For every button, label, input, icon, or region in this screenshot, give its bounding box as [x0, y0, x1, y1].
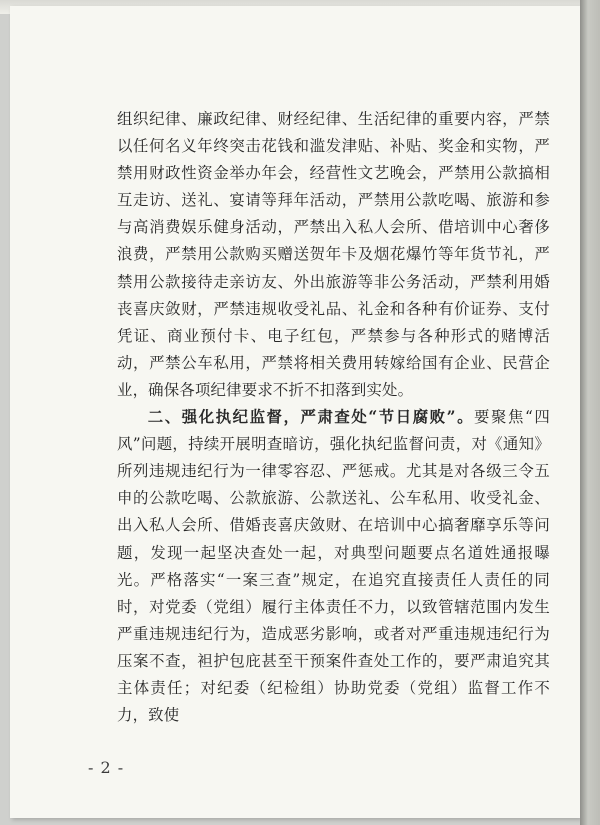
section-heading: 二、强化执纪监督，严肃查处“节日腐败”。 [147, 408, 475, 427]
paragraph-2 [117, 404, 550, 729]
paragraph-2-body: 要聚焦“四风”问题，持续开展明查暗访，强化执纪监督问责，对《通知》所列违规违纪行为一律零容忍、严惩戒。尤其是对各级三令五申的公款吃喝、公款旅游、公款送礼、公车私用、收受礼金、出入私人会所、借婚丧喜庆敛财、在培训中心搞奢靡享乐等问题，发现一起坚决查处一起，对典型问题要点名道姓通报曝光。严格落实“一案三查”规定，在追究直接责任人责任的同时，对党委（党组）履行主体责任不力，以致管辖范围内发生严重违规违纪行为，造成恶劣影响，或者对严重违规违纪行为压案不查，袒护包庇甚至干预案件查处工作的，要严肃追究其主体责任；对纪委（纪检组）协助党委（党组）监督工作不力，致使 [117, 408, 550, 725]
page-number: - 2 - [88, 758, 125, 777]
document-body [117, 106, 550, 729]
scan-binding-edge [580, 0, 600, 825]
paragraph-1: 组织纪律、廉政纪律、财经纪律、生活纪律的重要内容，严禁以任何名义年终突击花钱和滥发津贴、补贴、奖金和实物，严禁用财政性资金举办年会，经营性文艺晚会，严禁用公款搞相互走访、送礼、宴请等拜年活动，严禁用公款吃喝、旅游和参与高消费娱乐健身活动，严禁出入私人会所、借培训中心奢侈浪费，严禁用公款购买赠送贺年卡及烟花爆竹等年货节礼，严禁用公款接待走亲访友、外出旅游等非公务活动，严禁利用婚丧喜庆敛财，严禁违规收受礼品、礼金和各种有价证券、支付凭证、商业预付卡、电子红包，严禁参与各种形式的赌博活动，严禁公车私用，严禁将相关费用转嫁给国有企业、民营企业，确保各项纪律要求不折不扣落到实处。 [117, 110, 550, 399]
